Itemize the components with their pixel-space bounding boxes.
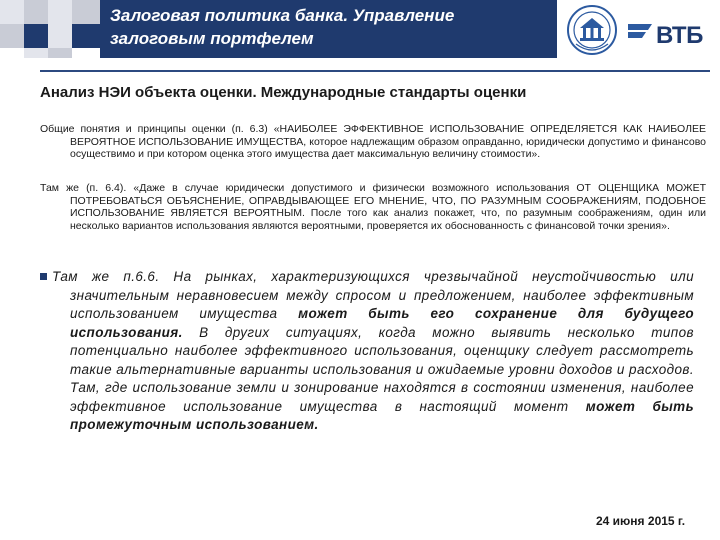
decor-square xyxy=(72,24,100,48)
bullet-square-icon xyxy=(40,273,47,280)
paragraph-3-bold1: может быть его сохранение для будущего использования. xyxy=(70,306,695,340)
paragraph-3-part2: В других ситуациях, когда можно выявить несколько типов потенциально наиболее эффективного использования, оценщику следует рассмотреть такие альтернативные варианты использования и ожидаемые уровни доходов и расходов. Там, где использование земли и зонирование находятся в состоянии изменения, наиболее эффективное использование имущества в настоящий момент xyxy=(70,324,694,414)
header-title-line1: Залоговая политика банка. Управление xyxy=(110,6,455,25)
decor-square xyxy=(24,0,48,24)
decor-square xyxy=(24,24,48,48)
decor-square xyxy=(0,24,24,48)
decor-square xyxy=(24,48,48,58)
footer-date: 24 июня 2015 г. xyxy=(596,514,686,528)
paragraph-2: Там же (п. 6.4). «Даже в случае юридически допустимого и физически возможного использования ОТ ОЦЕНЩИКА МОЖЕТ ПОТРЕБОВАТЬСЯ ОБЪЯСНЕНИЕ, ОПРАВДЫВАЮЩЕЕ ЕГО МНЕНИЕ, ЧТО, ПО РАЗУМНЫМ СООБРАЖЕНИЯМ, ПОДОБНОЕ ИСПОЛЬЗОВАНИЕ ЯВЛЯЕТСЯ ВЕРОЯТНЫМ. После того как анализ покажет, что, по разумным соображениям, один или несколько вариантов использования являются вероятными, проверяется их обоснованность с финансовой точки зрения». xyxy=(40,182,706,232)
header-title-line2: залоговым портфелем xyxy=(110,29,314,48)
paragraph-1: Общие понятия и принципы оценки (п. 6.3) «НАИБОЛЕЕ ЭФФЕКТИВНОЕ ИСПОЛЬЗОВАНИЕ ОПРЕДЕЛЯЕТСЯ КАК НАИБОЛЕЕ ВЕРОЯТНОЕ ИСПОЛЬЗОВАНИЕ ИМУЩЕСТВА, которое надлежащим образом оправданно, юридически допустимо и финансово осуществимо и при котором оценка этого имущества дает максимальную величину стоимости». xyxy=(40,123,706,160)
vtb-logo-text: ВТБ xyxy=(656,22,703,49)
decor-square xyxy=(48,0,72,24)
slide-title: Анализ НЭИ объекта оценки. Международные стандарты оценки xyxy=(40,84,527,101)
decor-square xyxy=(72,0,100,24)
vtb-logo-icon xyxy=(626,18,656,48)
header-title xyxy=(110,4,550,50)
decor-square xyxy=(0,0,24,24)
seal-logo-icon xyxy=(566,4,618,56)
paragraph-3-bold2: может быть промежуточным использованием. xyxy=(70,398,694,432)
paragraph-3-part1: Там же п.6.6. На рынках, характеризующихся чрезвычайной неустойчивостью или значительным неравновесием между спросом и предложением, наиболее эффективным использованием имущества xyxy=(52,269,694,321)
paragraph-3 xyxy=(52,268,694,435)
decor-square xyxy=(48,48,72,58)
vtb-logo xyxy=(626,18,710,54)
decor-square xyxy=(48,24,72,48)
header-divider xyxy=(40,70,710,72)
